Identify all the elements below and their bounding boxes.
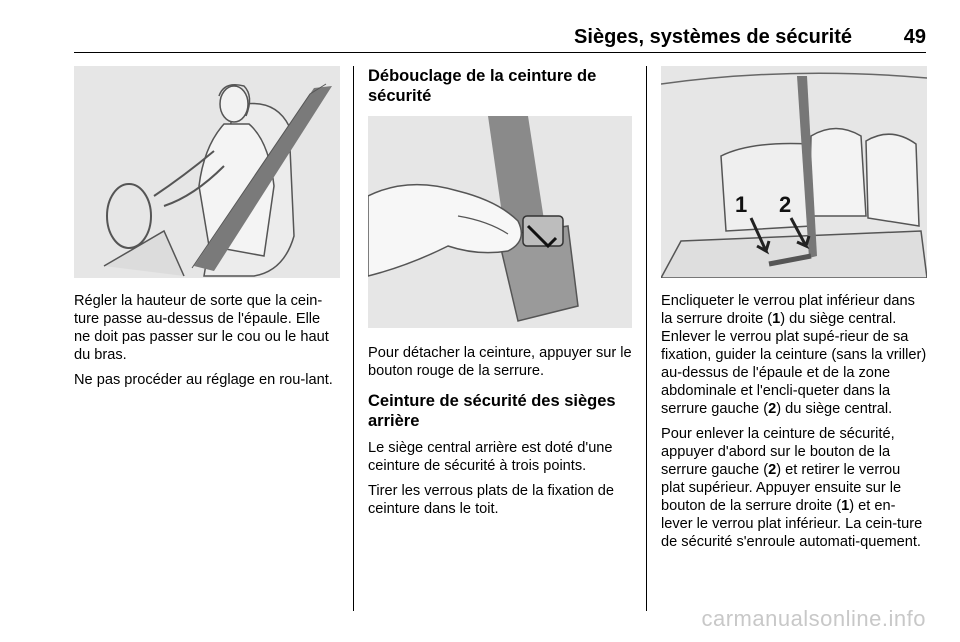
paragraph: Ne pas procéder au réglage en rou-lant. <box>74 372 333 388</box>
callout-ref: 2 <box>768 401 777 417</box>
callout-ref: 1 <box>841 498 850 514</box>
callout-ref: 2 <box>768 462 777 478</box>
seat-belt-height-illustration <box>74 66 340 278</box>
column-3 <box>661 66 927 558</box>
paragraph: Le siège central arrière est doté d'une ceinture de sécurité à trois points. <box>368 440 613 474</box>
paragraph: Tirer les verrous plats de la fixation de ceinture dans le toit. <box>368 483 615 517</box>
paragraph: Régler la hauteur de sorte que la cein-ture passe au-dessus de l'épaule. Elle ne doit pas passer sur le cou ou le haut du bras. <box>74 293 329 363</box>
callout-1: 1 <box>735 192 748 217</box>
column-1 <box>74 66 340 396</box>
paragraph: Pour enlever la ceinture de sécurité, appuyer d'abord sur le bouton de la serrure gauche (2) et retirer le verrou plat supérieur. Appuyer ensuite sur le bouton de la serrure droite (1) et en-lever le verrou plat inférieur. La cein-ture de sécurité s'enroule automati-quement. <box>661 426 923 550</box>
watermark: carmanualsonline.info <box>701 606 926 631</box>
rear-seat-belt-illustration <box>661 66 927 278</box>
heading: Débouclage de la ceinture de sécurité <box>368 67 597 105</box>
column-divider <box>353 66 354 611</box>
section-title: Sièges, systèmes de sécurité <box>574 26 852 48</box>
heading: Ceinture de sécurité des sièges arrière <box>368 392 616 430</box>
belt-unbuckle-illustration <box>368 116 632 328</box>
paragraph: Pour détacher la ceinture, appuyer sur le bouton rouge de la serrure. <box>368 345 632 379</box>
column-2 <box>368 66 632 525</box>
page-header <box>74 22 926 53</box>
callout-ref: 1 <box>772 311 781 327</box>
callout-2: 2 <box>779 192 792 217</box>
page-number: 49 <box>903 26 926 48</box>
column-divider <box>646 66 647 611</box>
paragraph: Encliqueter le verrou plat inférieur dans la serrure droite (1) du siège central. Enlever le verrou plat supé-rieur de sa fixation, guider la ceinture (sans la vriller) au-dessus de l'épaule et de la zone abdominale et l'encli-queter dans la serrure gauche (2) du siège central. <box>661 293 927 417</box>
